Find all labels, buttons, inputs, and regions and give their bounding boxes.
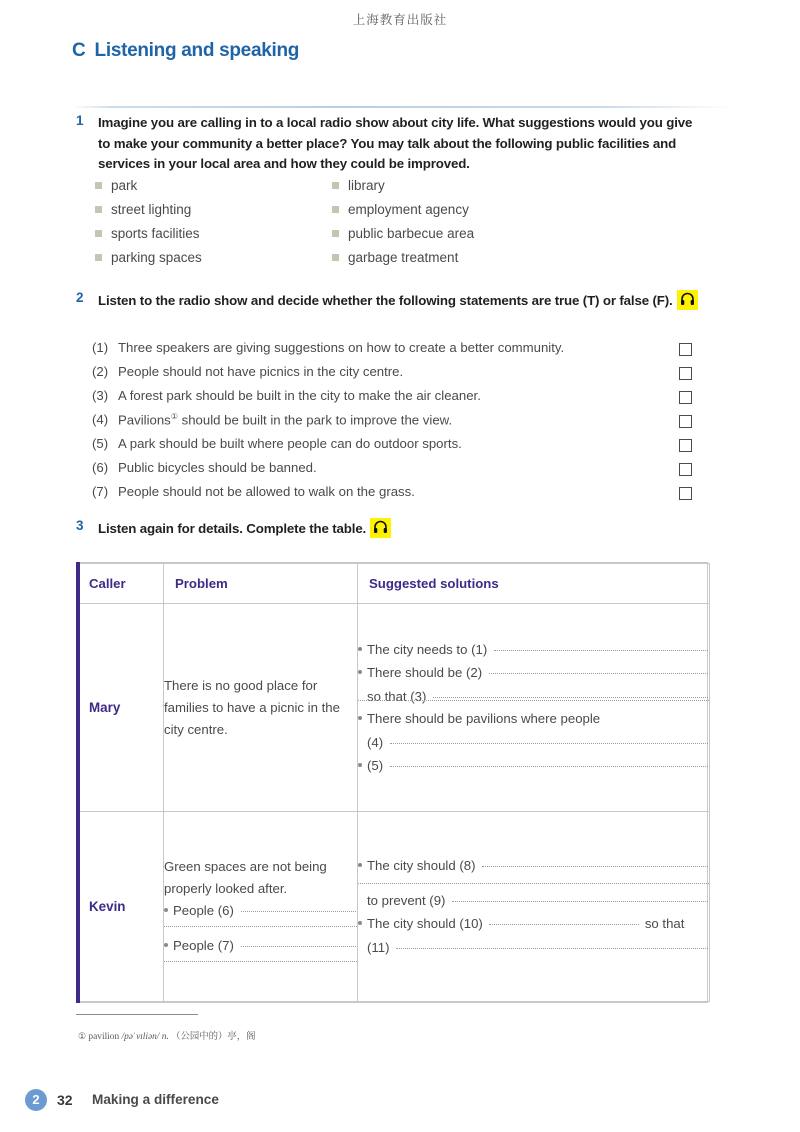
- solution-text: There should be pavilions where people: [367, 711, 601, 726]
- statement-row: [92, 436, 692, 460]
- unit-badge: 2: [25, 1089, 47, 1111]
- answer-blank[interactable]: [494, 650, 708, 651]
- square-bullet-icon: [332, 182, 339, 189]
- answer-blank[interactable]: [358, 883, 709, 884]
- dot-bullet-icon: [164, 908, 168, 912]
- square-bullet-icon: [95, 230, 102, 237]
- answer-blank[interactable]: [489, 673, 708, 674]
- footnote-rule: [76, 1014, 198, 1015]
- list-item: [95, 178, 332, 202]
- footnote-part-of-speech: n.: [161, 1032, 169, 1042]
- solution-text: (11): [367, 939, 390, 955]
- statement-index: (1): [92, 340, 109, 355]
- dot-bullet-icon: [358, 763, 362, 767]
- section-heading-rule: [72, 106, 732, 108]
- dot-bullet-icon: [164, 943, 168, 947]
- statement-text: People should not be allowed to walk on the grass.: [118, 484, 415, 499]
- section-title: Listening and speaking: [94, 40, 300, 61]
- answer-checkbox[interactable]: [679, 439, 692, 452]
- exercise-3-instruction: [98, 518, 706, 540]
- square-bullet-icon: [95, 182, 102, 189]
- problem-cell: There is no good place for families to have a picnic in the city centre.: [164, 604, 358, 812]
- list-item: [332, 250, 612, 274]
- answer-blank[interactable]: [241, 946, 356, 947]
- table-row: [78, 604, 710, 812]
- dot-bullet-icon: [358, 647, 362, 651]
- exercise-2-instruction: [98, 290, 706, 312]
- answer-checkbox[interactable]: [679, 415, 692, 428]
- statement-text-rest: should be built in the park to improve the view.: [177, 412, 453, 428]
- exercise-3: [76, 518, 706, 540]
- answer-blank[interactable]: [241, 911, 356, 912]
- answer-checkbox[interactable]: [679, 487, 692, 500]
- answer-blank[interactable]: [433, 697, 708, 698]
- answer-checkbox[interactable]: [679, 343, 692, 356]
- exercise-2-number: 2: [76, 290, 84, 305]
- list-item: [332, 226, 612, 250]
- exercise-1: [76, 113, 706, 175]
- statement-index: (4): [92, 412, 109, 428]
- solution-line: [358, 661, 709, 685]
- list-item-label: parking spaces: [111, 250, 202, 265]
- solution-text-tail: so that: [644, 916, 685, 931]
- square-bullet-icon: [332, 254, 339, 261]
- facilities-column-right: [332, 178, 612, 274]
- list-item: [95, 250, 332, 274]
- table-header-row: [78, 564, 710, 604]
- solution-line: [358, 685, 709, 709]
- problem-line: [164, 900, 357, 922]
- page-number: 32: [57, 1092, 73, 1108]
- list-item-label: public barbecue area: [348, 226, 475, 241]
- statement-text: Public bicycles should be banned.: [118, 460, 317, 475]
- dot-bullet-icon: [358, 670, 362, 674]
- headphones-icon[interactable]: [370, 518, 391, 538]
- column-header-solutions: Suggested solutions: [358, 564, 710, 604]
- solution-text: There should be (2): [367, 665, 483, 680]
- footnote-gloss: （公园中的）亭，阁: [171, 1031, 256, 1042]
- caller-name: Kevin: [89, 899, 126, 914]
- listening-details-table: [76, 562, 708, 1003]
- list-item-label: garbage treatment: [348, 250, 459, 265]
- solution-text: (5): [367, 758, 384, 773]
- statement-text-part: Pavilions: [118, 412, 171, 428]
- answer-blank[interactable]: [482, 866, 708, 867]
- statement-row: [92, 364, 692, 388]
- statement-index: (3): [92, 388, 109, 403]
- list-item: [332, 178, 612, 202]
- statement-index: (7): [92, 484, 109, 499]
- exercise-2: [76, 290, 706, 312]
- square-bullet-icon: [332, 230, 339, 237]
- statement-row: [92, 388, 692, 412]
- answer-blank[interactable]: [390, 766, 708, 767]
- solution-line: [358, 754, 709, 778]
- solution-line: [358, 854, 709, 878]
- answer-blank[interactable]: [164, 961, 357, 962]
- list-item-label: employment agency: [348, 202, 469, 217]
- solution-text: so that (3): [367, 688, 427, 704]
- section-heading: [72, 40, 652, 70]
- dot-bullet-icon: [358, 921, 362, 925]
- solution-text: to prevent (9): [367, 892, 446, 908]
- list-item-label: sports facilities: [111, 226, 200, 241]
- answer-blank[interactable]: [164, 926, 357, 927]
- statement-index: (5): [92, 436, 109, 451]
- answer-checkbox[interactable]: [679, 367, 692, 380]
- facilities-column-left: [95, 178, 332, 274]
- answer-checkbox[interactable]: [679, 463, 692, 476]
- solutions-cell: [358, 604, 710, 812]
- dot-bullet-icon: [358, 716, 362, 720]
- column-header-problem: Problem: [164, 564, 358, 604]
- solution-line: [358, 912, 709, 936]
- caller-name: Mary: [89, 700, 121, 715]
- problem-text: People (6): [173, 902, 234, 918]
- list-item: [332, 202, 612, 226]
- dot-bullet-icon: [358, 863, 362, 867]
- footnote-marker: ①: [170, 412, 178, 421]
- table-row: [78, 812, 710, 1002]
- list-item-label: street lighting: [111, 202, 192, 217]
- solution-text: The city needs to (1): [367, 641, 488, 657]
- solution-line: [358, 936, 709, 960]
- problem-cell: [164, 812, 358, 1002]
- exercise-3-number: 3: [76, 518, 84, 533]
- solution-line: [358, 638, 709, 662]
- footnote-word: pavilion: [88, 1032, 120, 1042]
- answer-blank[interactable]: [396, 948, 708, 949]
- solution-line: [358, 889, 709, 913]
- footnote: [78, 1028, 256, 1042]
- exercise-3-instruction-text: Listen again for details. Complete the table.: [98, 521, 367, 536]
- exercise-1-number: 1: [76, 113, 84, 128]
- statement-text: [118, 412, 692, 427]
- square-bullet-icon: [95, 254, 102, 261]
- section-letter: C: [72, 40, 86, 61]
- answer-blank[interactable]: [390, 743, 708, 744]
- caller-cell: [78, 812, 164, 1002]
- solutions-cell: [358, 812, 710, 1002]
- publisher-line: 上海教育出版社: [352, 13, 448, 27]
- footnote-marker: ①: [78, 1031, 87, 1041]
- answer-blank[interactable]: [452, 901, 708, 902]
- answer-blank[interactable]: [358, 700, 709, 701]
- answer-blank[interactable]: [489, 924, 639, 925]
- list-item: [95, 226, 332, 250]
- statement-row: [92, 412, 692, 436]
- true-false-statements: [92, 340, 692, 508]
- column-header-caller: Caller: [78, 564, 164, 604]
- answer-checkbox[interactable]: [679, 391, 692, 404]
- facilities-list: [95, 178, 655, 274]
- statement-index: (6): [92, 460, 109, 475]
- solution-text: The city should (10): [367, 916, 483, 931]
- caller-cell: [78, 604, 164, 812]
- exercise-1-instruction: Imagine you are calling in to a local radio show about city life. What suggestions would you give to make your community a better place? You may talk about the following public facilities and services in your local area and how they could be improved.: [98, 115, 693, 171]
- list-item: [95, 202, 332, 226]
- statement-text: People should not have picnics in the city centre.: [118, 364, 404, 379]
- solution-line: [358, 731, 709, 755]
- square-bullet-icon: [332, 206, 339, 213]
- headphones-icon[interactable]: [677, 290, 698, 310]
- statement-text: A forest park should be built in the city to make the air cleaner.: [118, 388, 481, 403]
- problem-intro: Green spaces are not being properly looked after.: [164, 858, 327, 896]
- unit-title: Making a difference: [92, 1092, 219, 1107]
- statement-text: A park should be built where people can do outdoor sports.: [118, 436, 462, 451]
- statement-row: [92, 460, 692, 484]
- statement-text: Three speakers are giving suggestions on how to create a better community.: [118, 340, 565, 355]
- exercise-2-instruction-text: Listen to the radio show and decide whether the following statements are true (T) or false (F).: [98, 293, 673, 308]
- statement-row: [92, 340, 692, 364]
- problem-line: [164, 935, 357, 957]
- statement-index: (2): [92, 364, 109, 379]
- list-item-label: park: [111, 178, 138, 193]
- list-item-label: library: [348, 178, 385, 193]
- square-bullet-icon: [95, 206, 102, 213]
- footnote-pronunciation: /pəˈvɪliən/: [121, 1032, 160, 1042]
- solution-text: The city should (8): [367, 858, 476, 873]
- solution-line: [358, 707, 709, 731]
- statement-row: [92, 484, 692, 508]
- table-left-accent-bar: [76, 562, 80, 1003]
- problem-text: People (7): [173, 937, 234, 953]
- solution-text: (4): [367, 734, 384, 750]
